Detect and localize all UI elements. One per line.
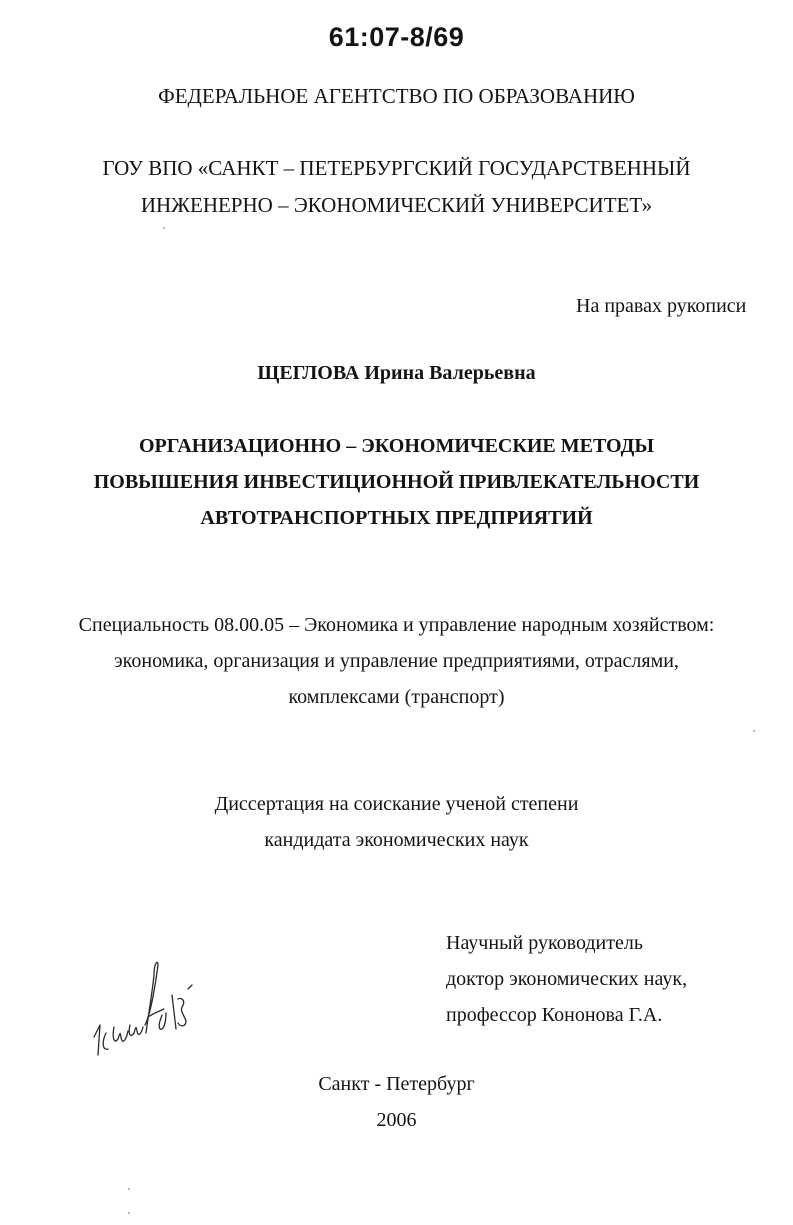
advisor-line-2: доктор экономических наук,	[446, 968, 688, 990]
scan-speck	[128, 1188, 130, 1190]
specialty-block	[0, 607, 793, 715]
specialty-line-2: экономика, организация и управление предприятиями, отраслями,	[114, 650, 679, 672]
specialty-line-3: комплексами (транспорт)	[288, 686, 505, 708]
university-line-2: ИНЖЕНЕРНО – ЭКОНОМИЧЕСКИЙ УНИВЕРСИТЕТ»	[140, 193, 653, 217]
title-line-1: ОРГАНИЗАЦИОННО – ЭКОНОМИЧЕСКИЕ МЕТОДЫ	[139, 435, 654, 457]
agency-name: ФЕДЕРАЛЬНОЕ АГЕНТСТВО ПО ОБРАЗОВАНИЮ	[158, 84, 635, 108]
city-name: Санкт - Петербург	[318, 1073, 475, 1095]
advisor-line-3: профессор Кононова Г.А.	[446, 1004, 663, 1026]
degree-line-2: кандидата экономических наук	[264, 829, 529, 851]
advisor-line-1: Научный руководитель	[446, 932, 643, 954]
university-name	[0, 150, 793, 224]
author-name: ЩЕГЛОВА Ирина Валерьевна	[257, 362, 536, 384]
university-line-1: ГОУ ВПО «САНКТ – ПЕТЕРБУРГСКИЙ ГОСУДАРСТВЕННЫЙ	[102, 156, 691, 180]
handwritten-signature	[88, 955, 203, 1070]
degree-line-1: Диссертация на соискание ученой степени	[214, 793, 579, 815]
scan-speck	[128, 1212, 130, 1214]
archive-code: 61:07-8/69	[328, 22, 465, 52]
title-line-2: ПОВЫШЕНИЯ ИНВЕСТИЦИОННОЙ ПРИВЛЕКАТЕЛЬНОСТИ	[93, 471, 700, 493]
title-line-3: АВТОТРАНСПОРТНЫХ ПРЕДПРИЯТИЙ	[200, 507, 593, 529]
scan-speck	[753, 730, 755, 732]
rights-note: На правах рукописи	[576, 295, 747, 317]
scan-speck	[163, 227, 165, 229]
city-year-block	[0, 1066, 793, 1138]
year: 2006	[376, 1109, 417, 1131]
specialty-line-1: Специальность 08.00.05 – Экономика и управление народным хозяйством:	[78, 614, 715, 636]
advisor-block	[446, 925, 687, 1033]
dissertation-title	[0, 428, 793, 536]
degree-block	[0, 786, 793, 858]
